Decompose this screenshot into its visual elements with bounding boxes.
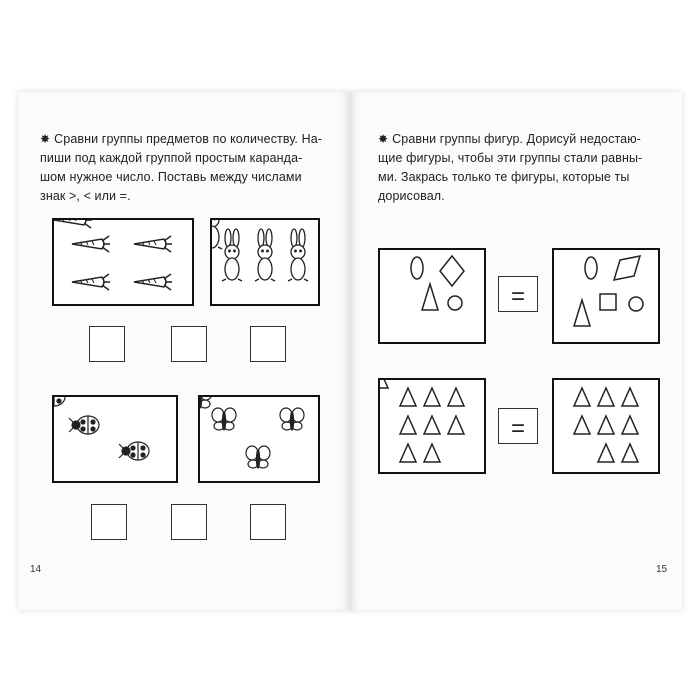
shapes-icon (380, 250, 484, 342)
sign-box[interactable] (498, 276, 538, 312)
triangles-group-box (378, 378, 486, 474)
bullet-star-icon: ✸ (378, 132, 389, 146)
answer-box[interactable] (89, 326, 125, 362)
shapes-group-box (378, 248, 486, 344)
left-page (18, 92, 350, 610)
butterfly-group-box (198, 395, 320, 483)
rabbit-group-box (210, 218, 320, 306)
rabbit-icon (212, 220, 318, 304)
butterfly-icon (200, 397, 318, 481)
left-instruction: ✸ Сравни группы предметов по количеству. На- пиши под каждой группой простым каранда- шом нужное число. Поставь между числами знак >, < или =. (40, 132, 323, 203)
ladybug-icon (54, 397, 176, 481)
triangle-icon (380, 380, 484, 472)
equals-sign: = (510, 415, 525, 442)
equals-sign: = (510, 283, 525, 310)
sign-box[interactable] (171, 504, 207, 540)
shapes-group-box (552, 248, 660, 344)
sign-box[interactable] (171, 326, 207, 362)
right-instruction: ✸ Сравни группы фигур. Дорисуй недостаю- щие фигуры, чтобы эти группы стали равны- ми. Закрась только те фигуры, которые ты дорисовал. (378, 132, 643, 203)
page-number: 15 (656, 564, 668, 575)
answer-box[interactable] (250, 504, 286, 540)
right-page (350, 92, 682, 610)
ladybug-group-box (52, 395, 178, 483)
bullet-star-icon: ✸ (40, 132, 51, 146)
answer-box[interactable] (250, 326, 286, 362)
shapes-icon (554, 250, 658, 342)
page-number: 14 (30, 564, 42, 575)
carrot-icon (54, 220, 192, 304)
triangle-icon (554, 380, 658, 472)
triangles-group-box (552, 378, 660, 474)
workbook-spread (18, 92, 682, 610)
carrot-group-box (52, 218, 194, 306)
answer-box[interactable] (91, 504, 127, 540)
sign-box[interactable] (498, 408, 538, 444)
